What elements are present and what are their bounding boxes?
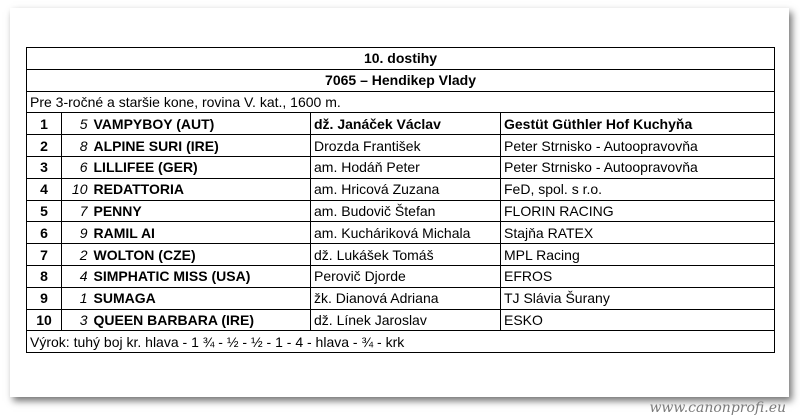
horse-name: WOLTON (CZE) <box>91 244 311 266</box>
owner-name: FeD, spol. s r.o. <box>501 178 775 200</box>
finish-position: 3 <box>27 156 62 178</box>
finish-position: 6 <box>27 222 62 244</box>
jockey-name: dž. Janáček Václav <box>311 113 501 135</box>
finish-position: 1 <box>27 113 62 135</box>
jockey-name: dž. Línek Jaroslav <box>311 309 501 331</box>
title-row <box>27 48 775 70</box>
horse-name: VAMPYBOY (AUT) <box>91 113 311 135</box>
margins-summary: Výrok: tuhý boj kr. hlava - 1 ¾ - ½ - ½ - 1 - 4 - hlava - ¾ - krk <box>27 331 775 353</box>
race-name: 7065 – Hendikep Vlady <box>27 69 775 91</box>
finish-position: 4 <box>27 178 62 200</box>
owner-name: MPL Racing <box>501 244 775 266</box>
finish-position: 7 <box>27 244 62 266</box>
horse-number: 7 <box>62 200 91 222</box>
race-title: 10. dostihy <box>27 48 775 70</box>
result-row <box>27 265 775 287</box>
jockey-name: Drozda František <box>311 135 501 157</box>
race-conditions: Pre 3-ročné a staršie kone, rovina V. kat., 1600 m. <box>27 91 775 113</box>
horse-name: ALPINE SURI (IRE) <box>91 135 311 157</box>
horse-number: 8 <box>62 135 91 157</box>
horse-name: PENNY <box>91 200 311 222</box>
horse-name: SUMAGA <box>91 287 311 309</box>
owner-name: FLORIN RACING <box>501 200 775 222</box>
result-row <box>27 309 775 331</box>
owner-name: Peter Strnisko - Autoopravovňa <box>501 135 775 157</box>
result-row <box>27 287 775 309</box>
jockey-name: Perovič Djorde <box>311 265 501 287</box>
owner-name: Stajňa RATEX <box>501 222 775 244</box>
result-row <box>27 200 775 222</box>
horse-number: 10 <box>62 178 91 200</box>
horse-name: REDATTORIA <box>91 178 311 200</box>
horse-number: 6 <box>62 156 91 178</box>
owner-name: ESKO <box>501 309 775 331</box>
horse-number: 5 <box>62 113 91 135</box>
horse-name: QUEEN BARBARA (IRE) <box>91 309 311 331</box>
horse-number: 4 <box>62 265 91 287</box>
horse-number: 1 <box>62 287 91 309</box>
owner-name: Gestüt Güthler Hof Kuchyňa <box>501 113 775 135</box>
owner-name: TJ Slávia Šurany <box>501 287 775 309</box>
race-name-row <box>27 69 775 91</box>
result-row <box>27 222 775 244</box>
result-row <box>27 178 775 200</box>
race-results-table <box>26 47 775 353</box>
finish-position: 10 <box>27 309 62 331</box>
footer-row <box>27 331 775 353</box>
horse-number: 3 <box>62 309 91 331</box>
jockey-name: am. Hricová Zuzana <box>311 178 501 200</box>
jockey-name: žk. Dianová Adriana <box>311 287 501 309</box>
finish-position: 9 <box>27 287 62 309</box>
jockey-name: dž. Lukášek Tomáš <box>311 244 501 266</box>
horse-name: RAMIL AI <box>91 222 311 244</box>
result-row <box>27 244 775 266</box>
owner-name: Peter Strnisko - Autoopravovňa <box>501 156 775 178</box>
finish-position: 8 <box>27 265 62 287</box>
owner-name: EFROS <box>501 265 775 287</box>
horse-number: 9 <box>62 222 91 244</box>
jockey-name: am. Hodáň Peter <box>311 156 501 178</box>
finish-position: 2 <box>27 135 62 157</box>
horse-number: 2 <box>62 244 91 266</box>
jockey-name: am. Budovič Štefan <box>311 200 501 222</box>
conditions-row <box>27 91 775 113</box>
finish-position: 5 <box>27 200 62 222</box>
watermark: www.canonprofi.eu <box>649 400 786 416</box>
horse-name: LILLIFEE (GER) <box>91 156 311 178</box>
jockey-name: am. Kucháriková Michala <box>311 222 501 244</box>
result-row <box>27 113 775 135</box>
horse-name: SIMPHATIC MISS (USA) <box>91 265 311 287</box>
result-row <box>27 156 775 178</box>
result-row <box>27 135 775 157</box>
